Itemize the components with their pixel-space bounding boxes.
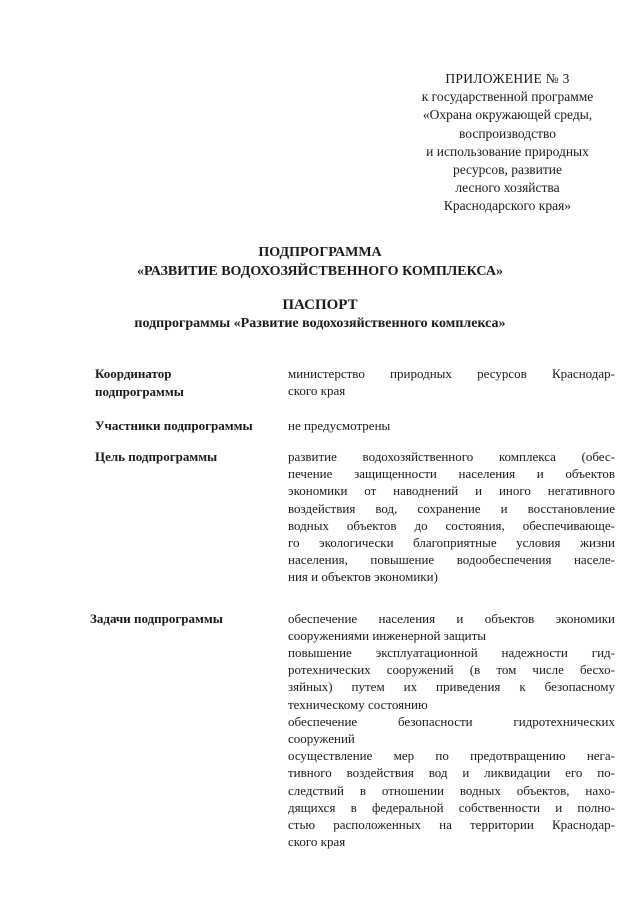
passport-row-goal <box>95 448 615 586</box>
row-label <box>95 448 288 586</box>
subprogram-title <box>0 244 640 281</box>
row-value-line: ского края <box>288 834 346 850</box>
row-label <box>95 417 288 435</box>
passport-row-tasks <box>90 610 615 851</box>
row-value-line: повышение эксплуатационной надежности гид- <box>288 645 615 661</box>
row-value-line: обеспечение безопасности гидротехнических <box>288 713 615 729</box>
row-value-line: стью расположенных на территории Краснодар- <box>288 817 615 833</box>
appendix-line: и использование природных <box>426 143 589 159</box>
row-value-line: ротехнических сооружений (в том числе бесхо- <box>288 662 615 678</box>
row-value-line: экономики от наводнений и иного негативного <box>288 483 615 499</box>
row-value-line: тивного воздействия вод и ликвидации его по- <box>288 765 615 781</box>
appendix-header <box>400 70 615 216</box>
row-value-line: сооружениями инженерной защиты <box>288 627 487 643</box>
row-value-line: воздействия вод, сохранение и восстановление <box>288 500 615 516</box>
row-value-line: не предусмотрены <box>288 418 391 433</box>
subprogram-title-line2: «РАЗВИТИЕ ВОДОХОЗЯЙСТВЕННОГО КОМПЛЕКСА» <box>137 263 503 279</box>
row-value-line: обеспечение населения и объектов экономики <box>288 610 615 626</box>
passport-table <box>90 365 615 850</box>
row-value-line: следствий в отношении водных объектов, нахо- <box>288 782 615 798</box>
row-value-line: ния и объектов экономики) <box>288 569 438 585</box>
passport-row-coordinator <box>95 365 615 401</box>
row-value-line: водных объектов до состояния, обеспечивающе- <box>288 517 615 533</box>
row-value-line: дящихся в федеральной собственности и полно- <box>288 799 615 815</box>
row-value-line: зяйных) путем их приведения к безопасному <box>288 679 615 695</box>
row-label-line: Цель подпрограммы <box>95 449 218 464</box>
appendix-line: ресурсов, развитие <box>452 162 563 178</box>
appendix-line: «Охрана окружающей среды, <box>422 107 593 123</box>
row-value-line: осуществление мер по предотвращению нега- <box>288 748 615 764</box>
row-value-line: печение защищенности населения и объектов <box>288 466 615 482</box>
passport-subtitle: подпрограммы «Развитие водохозяйственного комплекса» <box>134 315 506 331</box>
appendix-line: к государственной программе <box>421 89 594 105</box>
row-value-line: ского края <box>288 383 346 399</box>
row-value-line: сооружений <box>288 731 355 747</box>
row-label-line: Участники подпрограммы <box>95 418 253 433</box>
row-label-line: подпрограммы <box>95 384 184 399</box>
row-label-line: Задачи подпрограммы <box>90 610 223 626</box>
appendix-line: воспроизводство <box>458 125 557 141</box>
passport-title: ПАСПОРТ <box>282 297 358 313</box>
row-value <box>288 448 615 586</box>
row-value <box>288 417 615 435</box>
row-value-line: населения, повышение водообеспечения населе- <box>288 552 615 568</box>
row-value <box>288 610 615 851</box>
row-label <box>90 610 288 851</box>
appendix-line: Краснодарского края» <box>443 198 572 214</box>
row-value-line: развитие водохозяйственного комплекса (обес- <box>288 449 615 464</box>
row-value-line: техническому состоянию <box>288 696 428 712</box>
row-label-line: Координатор <box>95 366 172 381</box>
row-value-line: министерство природных ресурсов Краснодар- <box>288 366 615 381</box>
row-value <box>288 365 615 401</box>
appendix-line: лесного хозяйства <box>455 180 560 196</box>
row-value-line: го экологически благоприятные условия жизни <box>288 535 615 551</box>
appendix-line: ПРИЛОЖЕНИЕ № 3 <box>445 71 570 86</box>
subprogram-title-line1: ПОДПРОГРАММА <box>258 245 382 260</box>
row-label <box>95 365 288 401</box>
passport-row-participants <box>95 417 615 435</box>
passport-title-block <box>0 296 640 333</box>
